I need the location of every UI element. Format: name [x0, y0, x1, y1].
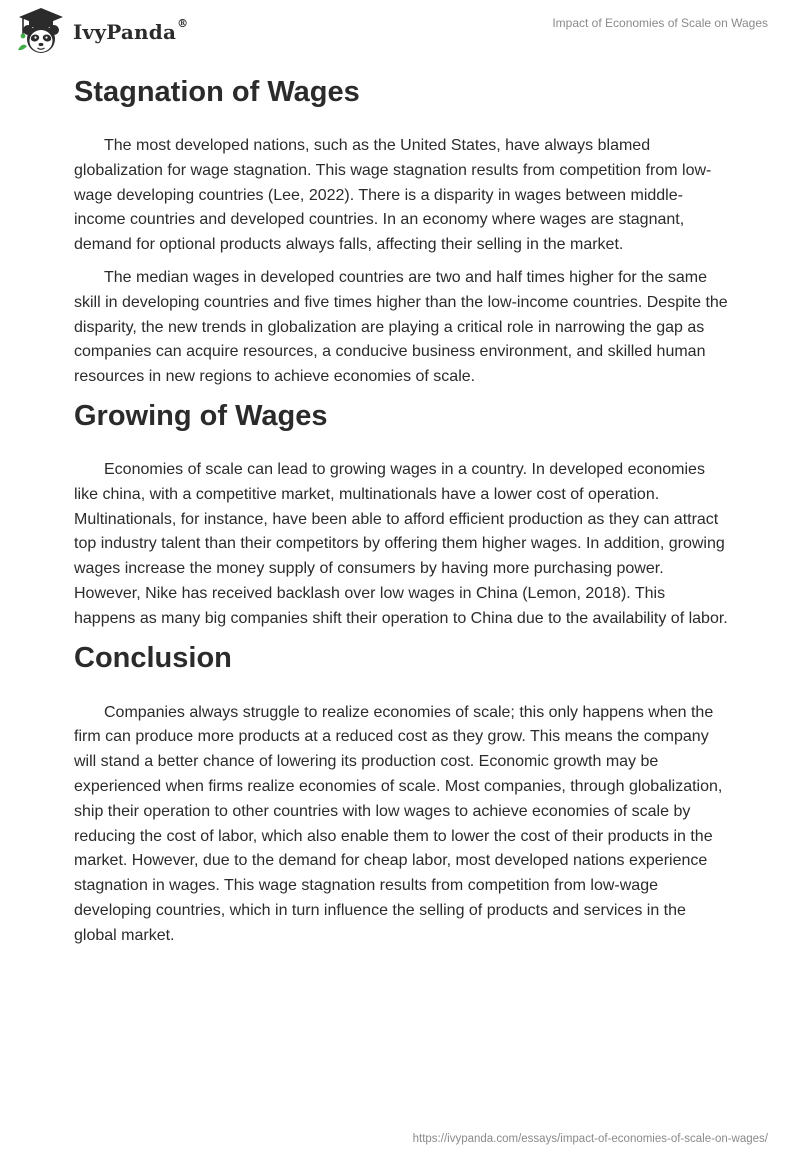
paragraph: The median wages in developed countries are two and half times higher for the same skill in developing countries and five times higher than the low-income countries. Despite the disparity, the new trends in globalization are playing a critical role in narrowing the gap as companies can acquire resources, a conducive business environment, and skilled human resources in new regions to achieve economies of scale.	[74, 268, 728, 386]
paragraph: Economies of scale can lead to growing wages in a country. In developed economies like china, with a competitive market, multinationals have a lower cost of operation. Multinationals, for instance, have been able to afford efficient production as they can attract top industry talent than their competitors by offering them higher wages. In addition, growing wages increase the money supply of consumers by having more purchasing power. However, Nike has received backlash over low wages in China (Lemon, 2018). This happens as many big companies shift their operation to China due to the availability of labor.	[74, 460, 728, 627]
ivypanda-logo[interactable]	[15, 6, 188, 56]
document-title: Impact of Economies of Scale on Wages	[552, 16, 768, 30]
source-url-link[interactable]: https://ivypanda.com/essays/impact-of-economies-of-scale-on-wages/	[412, 1133, 768, 1145]
paragraph: Companies always struggle to realize economies of scale; this only happens when the firm can produce more products at a reduced cost as they grow. This means the company will stand a better chance of lowering its production cost. Economic growth may be experienced when firms realize economies of scale. Most companies, through globalization, ship their operation to other countries with low wages to achieve economies of scale by reducing the cost of labor, which also enable them to lower the cost of their products in the market. However, due to the demand for cheap labor, most developed nations experience stagnation in wages. This wage stagnation results from competition from low-wage developing countries, which in turn influence the selling of products and services in the global market.	[74, 703, 723, 944]
essay-content	[74, 68, 730, 949]
brand-name	[73, 17, 189, 44]
section-heading-conclusion: Conclusion	[74, 641, 232, 674]
registered-mark: ®	[177, 17, 189, 30]
brand-text: IvyPanda	[73, 20, 177, 44]
section-heading-growing: Growing of Wages	[74, 399, 328, 432]
paragraph: The most developed nations, such as the United States, have always blamed globalization for wage stagnation. This wage stagnation results from competition from low-wage developing countries (Lee, 2022). There is a disparity in wages between middle-income countries and developed countries. In an economy where wages are stagnant, demand for optional products always falls, affecting their selling in the market.	[74, 137, 712, 254]
panda-graduate-icon	[15, 6, 67, 56]
page-header	[0, 0, 800, 62]
section-heading-stagnation: Stagnation of Wages	[74, 76, 360, 108]
